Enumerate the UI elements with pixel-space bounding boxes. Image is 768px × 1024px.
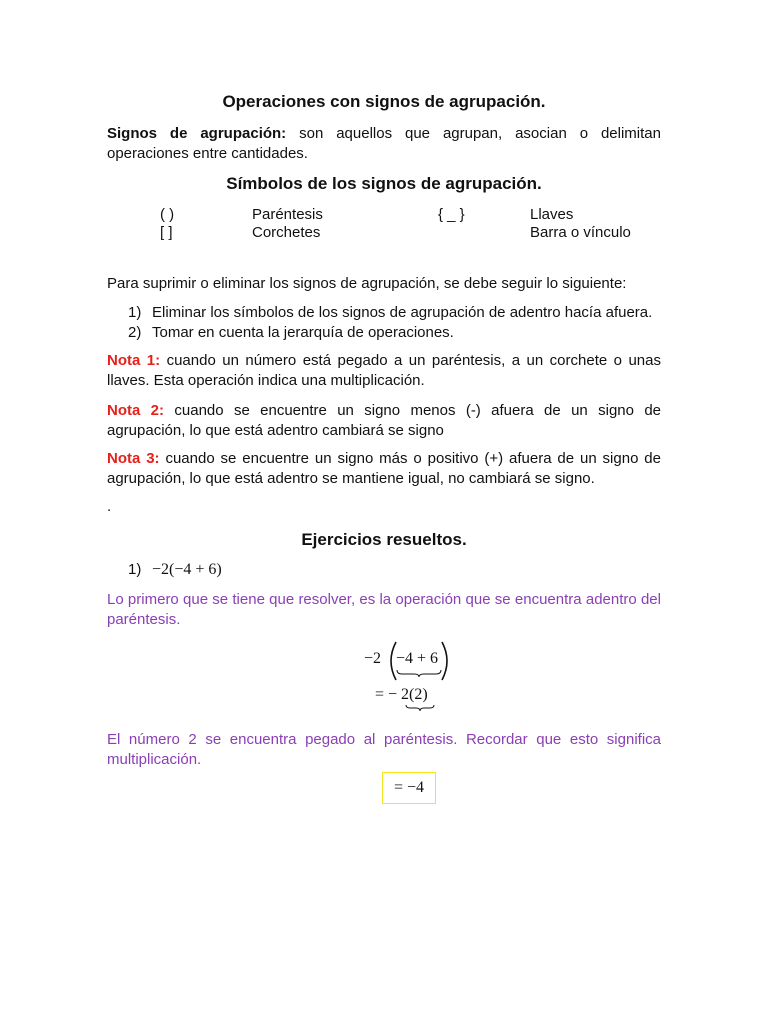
definition-text: son aquellos que agrupan, asocian o delimitan operaciones entre cantidades. <box>107 125 661 162</box>
symbols-title: Símbolos de los signos de agrupación. <box>226 174 542 193</box>
list-item <box>128 302 652 323</box>
intro-paragraph: Para suprimir o eliminar los signos de agrupación, se debe seguir lo siguiente: <box>107 275 627 292</box>
symbol-bar <box>438 224 530 242</box>
symbol-parentheses: ( ) <box>160 206 175 223</box>
exercise-expression: −2(−4 + 6) <box>152 561 222 578</box>
exercise-number: 1) <box>128 561 142 578</box>
symbols-table <box>160 206 631 242</box>
note-2 <box>107 401 661 441</box>
math-coefficient: −2 <box>364 650 382 667</box>
symbols-row <box>160 224 631 242</box>
note-1 <box>107 351 661 391</box>
answer-box: = −4 <box>382 772 436 804</box>
note-text: cuando se encuentre un signo más o positivo (+) afuera de un signo de agrupación, lo que está adentro se mantiene igual, no cambiará se signo. <box>107 450 661 487</box>
symbol-braces: { _ } <box>438 206 465 223</box>
math-equals-line <box>375 686 428 704</box>
symbol-brackets: [ ] <box>160 224 173 241</box>
symbol-name-braces: Llaves <box>530 206 574 223</box>
list-item-number: 1) <box>128 304 142 321</box>
note-label: Nota 3: <box>107 450 160 467</box>
note-label: Nota 2: <box>107 402 165 419</box>
note-3 <box>107 449 661 489</box>
list-item <box>128 322 454 343</box>
page-title: Operaciones con signos de agrupación. <box>222 92 546 111</box>
note-text: cuando un número está pegado a un paréntesis, a un corchete o unas llaves. Esta operación indica una multiplicación. <box>107 352 661 389</box>
definition-term: Signos de agrupación: <box>107 125 287 142</box>
list-item-number: 2) <box>128 324 142 341</box>
exercise-item <box>128 561 222 579</box>
symbols-row <box>160 206 631 224</box>
underbrace-icon <box>396 669 442 678</box>
explanation-1: Lo primero que se tiene que resolver, es la operación que se encuentra adentro del paréntesis. <box>107 591 661 628</box>
math-equals-coef: = − 2 <box>375 686 410 703</box>
stray-dot: . <box>107 498 112 515</box>
definition-paragraph <box>107 124 661 164</box>
underbrace-icon <box>405 704 435 712</box>
list-item-text: Eliminar los símbolos de los signos de agrupación de adentro hacía afuera. <box>152 304 653 321</box>
symbol-name-parentheses: Paréntesis <box>252 206 323 223</box>
math-inner-expression: −4 + 6 <box>396 650 439 667</box>
exercises-title: Ejercicios resueltos. <box>301 530 467 549</box>
list-item-text: Tomar en cuenta la jerarquía de operaciones. <box>152 324 454 341</box>
math-inner-result: (2) <box>409 686 428 703</box>
symbol-name-bar: Barra o vínculo <box>530 224 631 241</box>
note-label: Nota 1: <box>107 352 161 369</box>
explanation-2: El número 2 se encuentra pegado al paréntesis. Recordar que esto significa multiplicación. <box>107 731 661 768</box>
symbol-name-brackets: Corchetes <box>252 224 321 241</box>
note-text: cuando se encuentre un signo menos (-) afuera de un signo de agrupación, lo que está adentro cambiará se signo <box>107 402 661 439</box>
